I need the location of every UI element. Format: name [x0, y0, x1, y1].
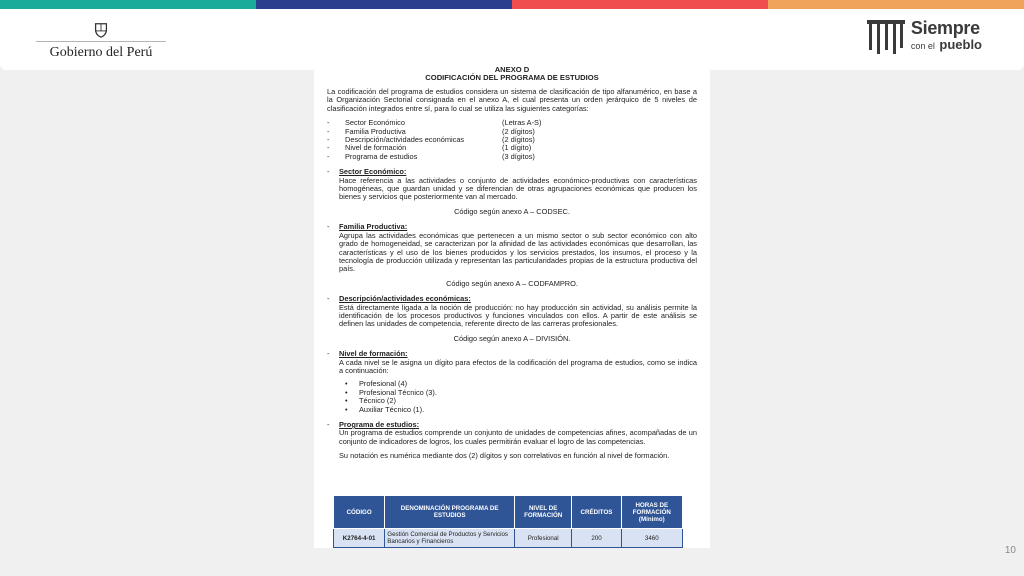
category-item: - Descripción/actividades económicas (2 dígitos)	[327, 135, 535, 145]
logo-rule	[36, 41, 166, 42]
category-item: - Nivel de formación (1 dígito)	[327, 143, 532, 153]
section-note: Su notación es numérica mediante dos (2) dígitos y son correlativos en función al nivel de formación.	[339, 451, 670, 461]
section-body: Un programa de estudios comprende un conjunto de unidades de competencias afines, acompañadas de un conjunto de indicadores de logros, los cuales permitirán evaluar el logro de las competencias.	[339, 428, 697, 446]
section-body: A cada nivel se le asigna un dígito para efectos de la codificación del programa de estudios, como se indica a continuación:	[339, 357, 697, 375]
category-name: Nivel de formación	[345, 143, 407, 153]
section-body: Hace referencia a las actividades o conjunto de actividades económico-productivas con características homogéneas, que guardan unidad y se diferencian de otras agrupaciones económicas que producen los bienes y servicios que posteriormente van al mercado.	[339, 175, 697, 202]
table-cell: 200	[572, 529, 621, 548]
gov-name: Gobierno del Perú	[49, 45, 153, 60]
slide-header	[0, 9, 1024, 70]
category-digits: (1 dígito)	[502, 143, 532, 153]
col-header: CÓDIGO	[334, 496, 385, 529]
stripe-orange	[768, 0, 1024, 9]
list-item: • Técnico (2)	[345, 396, 396, 406]
intro-paragraph: La codificación del programa de estudios considera un sistema de clasificación de tipo alfanumérico, en base a la Organización Sectorial consignada en el anexo A, el cual presenta un orden jerárquico de 5 niveles de clasificación integrados entre sí, para lo cual se utiliza las siguientes categorías:	[327, 87, 697, 113]
col-header: CRÉDITOS	[572, 496, 621, 529]
col-header: HORAS DE FORMACIÓN (Mínimo)	[621, 496, 682, 529]
table-header-row	[334, 496, 683, 529]
col-header: NIVEL DE FORMACIÓN	[515, 496, 572, 529]
section-code: Código según anexo A – DIVISIÓN.	[453, 333, 571, 343]
program-table-wrap	[333, 495, 683, 548]
section-code: Código según anexo A – CODSEC.	[454, 206, 570, 216]
page-number: 10	[1004, 545, 1016, 556]
category-list	[327, 119, 697, 161]
stripe-teal	[0, 0, 256, 9]
category-digits: (2 dígitos)	[502, 135, 535, 145]
category-item: - Programa de estudios (3 dígitos)	[327, 151, 535, 161]
section-title: Programa de estudios:	[339, 420, 420, 429]
level-label: Profesional (4)	[359, 379, 408, 389]
document-page	[314, 65, 710, 548]
category-digits: (3 dígitos)	[502, 151, 535, 161]
section-familia-productiva: - Familia Productiva: Agrupa las actividades económicas que pertenecen a un mismo sector o sub sector económico con alto grado de homogeneidad, se caracterizan por la afinidad de las actividades económicas que desarrollan, las características y el uso de los bienes producidos y los servicios prestados, los insumos, el proceso y la tecnología de producción utilizada y representan las particularidades propias de la estructura productiva del país. Código según anexo A – CODFAMPRO.	[327, 222, 697, 288]
color-stripe	[0, 0, 1024, 9]
col-header: DENOMINACIÓN PROGRAMA DE ESTUDIOS	[385, 496, 515, 529]
list-item: • Auxiliar Técnico (1).	[345, 404, 425, 414]
section-title: Sector Económico:	[339, 167, 407, 177]
category-item: - Sector Económico (Letras A-S)	[327, 118, 542, 128]
category-name: Sector Económico	[345, 118, 405, 128]
section-code: Código según anexo A – CODFAMPRO.	[446, 278, 578, 288]
level-list	[345, 380, 697, 414]
section-body: Está directamente ligada a la noción de producción: no hay producción sin actividad, su análisis permite la identificación de los procesos productivos y funciones vinculados con ellos. A partir de este análisis se definen las unidades de competencia, referente directo de las carreras profesionales.	[339, 302, 697, 329]
program-table	[333, 495, 683, 548]
siempre-logo	[865, 15, 982, 57]
section-sector-economico: - Sector Económico: Hace referencia a las actividades o conjunto de actividades económico-productivas con características homogéneas, que guardan unidad y se diferencian de otras agrupaciones económicas que producen los bienes y servicios que posteriormente van al mercado. Código según anexo A – CODSEC.	[327, 167, 697, 216]
category-name: Familia Productiva	[345, 126, 406, 136]
section-title: Descripción/actividades económicas:	[339, 294, 471, 304]
brand-mark-icon	[865, 15, 907, 57]
level-label: Auxiliar Técnico (1).	[359, 404, 425, 414]
section-title: Familia Productiva:	[339, 222, 408, 232]
coat-of-arms-icon	[92, 21, 110, 39]
category-name: Descripción/actividades económicas	[345, 135, 465, 145]
table-row	[334, 529, 683, 548]
gobierno-logo	[36, 21, 166, 61]
table-cell: 3460	[621, 529, 682, 548]
table-cell: K2764-4-01	[334, 529, 385, 548]
brand-word-pueblo: pueblo	[939, 37, 982, 52]
category-name: Programa de estudios	[345, 151, 418, 161]
stripe-red	[512, 0, 768, 9]
doc-title-anexo: ANEXO D	[494, 65, 530, 74]
table-cell: Gestión Comercial de Productos y Servicios Bancarios y Financieros	[385, 529, 515, 548]
category-item: - Familia Productiva (2 dígitos)	[327, 126, 535, 136]
brand-word-siempre: Siempre	[910, 18, 980, 38]
section-nivel-formacion: - Nivel de formación: A cada nivel se le asigna un dígito para efectos de la codificación del programa de estudios, como se indica a continuación: • Profesional (4) • Profesional Técnico (3). • Técnico (2) • Auxiliar Técnico (1).	[327, 349, 697, 414]
brand-word-con-el: con el	[910, 41, 935, 51]
section-programa-estudios: - Programa de estudios: Un programa de estudios comprende un conjunto de unidades de competencias afines, acompañadas de un conjunto de indicadores de logros, los cuales permitirán evaluar el logro de las competencias. Su notación es numérica mediante dos (2) dígitos y son correlativos en función al nivel de formación.	[327, 420, 697, 461]
section-title: Nivel de formación:	[339, 349, 408, 359]
level-label: Profesional Técnico (3).	[359, 387, 437, 397]
level-label: Técnico (2)	[359, 396, 396, 406]
list-item: • Profesional Técnico (3).	[345, 387, 437, 397]
section-descripcion: - Descripción/actividades económicas: Está directamente ligada a la noción de producción: no hay producción sin actividad, su análisis permite la identificación de los procesos productivos y funciones vinculados con ellos. A partir de este análisis se definen las unidades de competencia, referente directo de las carreras profesionales. Código según anexo A – DIVISIÓN.	[327, 294, 697, 343]
category-digits: (Letras A-S)	[502, 118, 542, 128]
category-digits: (2 dígitos)	[502, 126, 535, 136]
stripe-navy	[256, 0, 512, 9]
doc-title-codificacion: CODIFICACIÓN DEL PROGRAMA DE ESTUDIOS	[425, 73, 599, 82]
section-body: Agrupa las actividades económicas que pertenecen a un mismo sector o sub sector económico con alto grado de homogeneidad, se caracterizan por la afinidad de las actividades económicas que desarrollan, las características y el uso de los bienes producidos y los servicios prestados, los insumos, el proceso y la tecnología de producción utilizada y representan las particularidades propias de la estructura productiva del país.	[339, 230, 697, 274]
list-item: • Profesional (4)	[345, 379, 408, 389]
table-cell: Profesional	[515, 529, 572, 548]
